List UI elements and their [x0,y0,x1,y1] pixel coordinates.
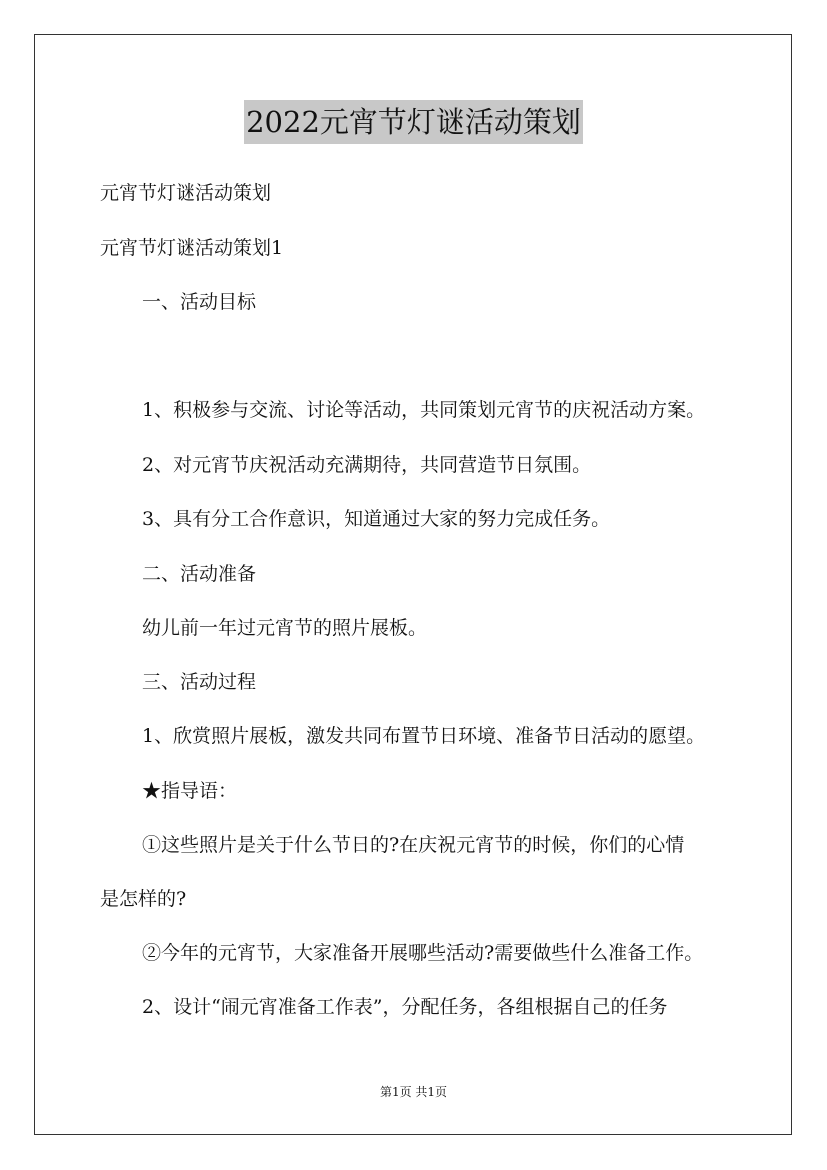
guidance-question-1-cont: 是怎样的? [100,888,187,910]
document-title: 2022元宵节灯谜活动策划 [244,100,583,144]
process-item-1: 1、欣赏照片展板，激发共同布置节日环境、准备节日活动的愿望。 [142,725,706,747]
heading-activity-prep: 二、活动准备 [142,563,257,585]
page-footer: 第1页 共1页 [379,1085,448,1099]
section-heading-1: 元宵节灯谜活动策划1 [100,237,284,259]
heading-activity-process: 三、活动过程 [142,671,257,693]
subtitle-line: 元宵节灯谜活动策划 [100,182,272,204]
goal-item-1: 1、积极参与交流、讨论等活动，共同策划元宵节的庆祝活动方案。 [142,399,706,421]
goal-item-3: 3、具有分工合作意识，知道通过大家的努力完成任务。 [142,508,611,530]
prep-item: 幼儿前一年过元宵节的照片展板。 [142,617,428,639]
heading-activity-goals: 一、活动目标 [142,291,257,313]
process-item-2: 2、设计“闹元宵准备工作表”，分配任务，各组根据自己的任务 [142,996,668,1018]
title-container [0,100,827,144]
goal-item-2: 2、对元宵节庆祝活动充满期待，共同营造节日氛围。 [142,454,592,476]
guidance-question-1: ①这些照片是关于什么节日的?在庆祝元宵节的时候，你们的心情 [142,834,685,856]
guidance-question-2: ②今年的元宵节，大家准备开展哪些活动?需要做些什么准备工作。 [142,942,704,964]
guidance-label: ★指导语： [142,780,238,802]
